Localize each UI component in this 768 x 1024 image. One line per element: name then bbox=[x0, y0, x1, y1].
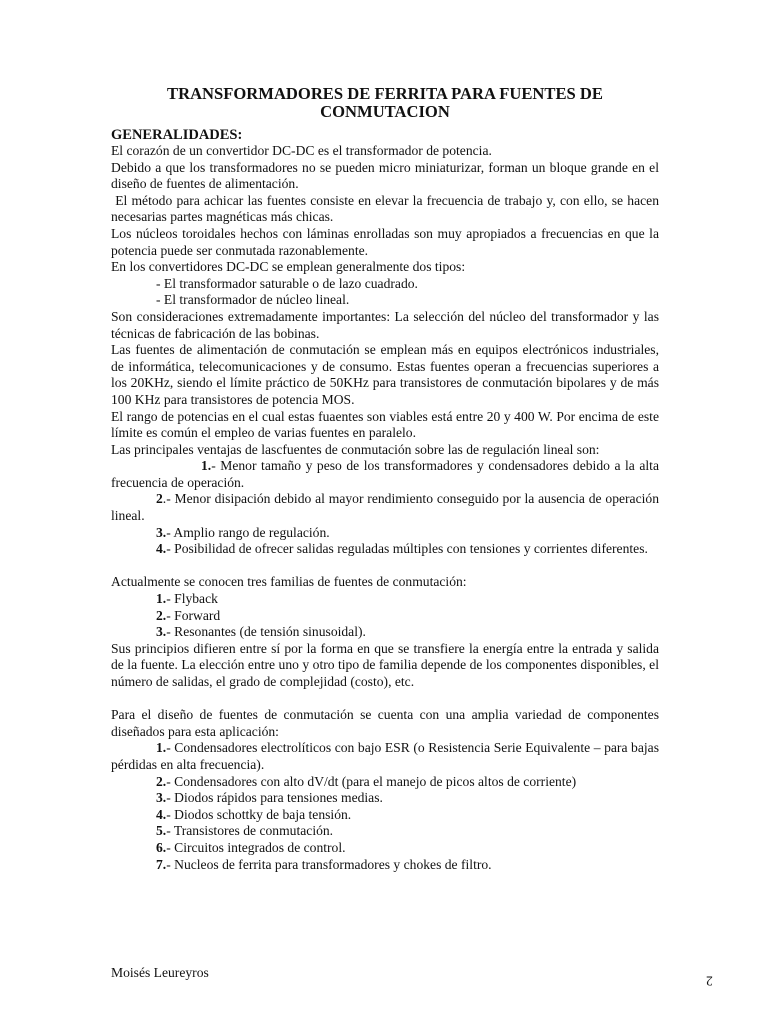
section-heading: GENERALIDADES: bbox=[111, 127, 243, 143]
list-number: 4. bbox=[156, 541, 167, 557]
list-item: - El transformador saturable o de lazo cuadrado. bbox=[156, 275, 418, 291]
paragraph: El método para achicar las fuentes consiste en elevar la frecuencia de trabajo y, con ello, se hacen necesarias partes magnéticas más chicas. bbox=[111, 192, 663, 225]
list-item: 1.- Menor tamaño y peso de los transformadores y condensadores debido a la alta frecuencia de operación. bbox=[111, 458, 659, 490]
paragraph: Actualmente se conocen tres familias de fuentes de conmutación: bbox=[111, 574, 467, 590]
paragraph: Debido a que los transformadores no se pueden micro miniaturizar, forman un bloque grande en el diseño de fuentes de alimentación. bbox=[111, 159, 659, 192]
list-item: 2.- Condensadores con alto dV/dt (para el manejo de picos altos de corriente) bbox=[156, 773, 577, 789]
list-number: 7. bbox=[156, 856, 167, 872]
paragraph: Las principales ventajas de lascfuentes de conmutación sobre las de regulación lineal son: bbox=[111, 441, 600, 457]
list-number: 1. bbox=[156, 591, 167, 607]
paragraph: El corazón de un convertidor DC-DC es el transformador de potencia. bbox=[111, 143, 492, 158]
paragraph: Para el diseño de fuentes de conmutación se cuenta con una amplia variedad de componentes diseñados para esta aplicación: bbox=[111, 707, 659, 739]
list-number: 2 bbox=[156, 491, 163, 507]
list-item: 2.- Forward bbox=[156, 607, 221, 623]
list-item: 3.- Amplio rango de regulación. bbox=[156, 524, 330, 540]
list-item: 4.- Posibilidad de ofrecer salidas reguladas múltiples con tensiones y corrientes diferentes. bbox=[156, 541, 648, 557]
paragraph: En los convertidores DC-DC se emplean generalmente dos tipos: bbox=[111, 259, 466, 275]
list-number: 3. bbox=[156, 524, 167, 540]
paragraph: Las fuentes de alimentación de conmutación se emplean más en equipos electrónicos industriales, de informática, telecomunicaciones y de consumo. Estas fuentes operan a frecuencias superiores a los 20KHz, siendo el límite práctico de 50KHz para transistores de conmutación bipolares y de más 100 KHz para transistores de potencia MOS. bbox=[111, 342, 659, 407]
list-number: 3. bbox=[156, 624, 167, 640]
list-item: - El transformador de núcleo lineal. bbox=[156, 292, 350, 308]
list-number: 5. bbox=[156, 823, 167, 839]
document-title: TRANSFORMADORES DE FERRITA PARA FUENTES DE CONMUTACION bbox=[167, 84, 603, 121]
page-number: 2 bbox=[706, 973, 713, 989]
list-item: 3.- Diodos rápidos para tensiones medias. bbox=[156, 790, 383, 806]
paragraph: Son consideraciones extremadamente importantes: La selección del núcleo del transformador y las técnicas de fabricación de las bobinas. bbox=[111, 308, 659, 341]
list-number: 2. bbox=[156, 607, 167, 623]
paragraph: El rango de potencias en el cual estas fuaentes son viables está entre 20 y 400 W. Por encima de este límite es común el empleo de varias fuentes en paralelo. bbox=[111, 408, 659, 441]
list-item: 4.- Diodos schottky de baja tensión. bbox=[156, 806, 352, 822]
list-item: 2.- Menor disipación debido al mayor rendimiento conseguido por la ausencia de operación lineal. bbox=[111, 491, 659, 524]
paragraph: Los núcleos toroidales hechos con láminas enrolladas son muy apropiados a frecuencias en que la potencia puede ser conmutada razonablemente. bbox=[111, 225, 659, 258]
list-item: 7.- Nucleos de ferrita para transformadores y chokes de filtro. bbox=[156, 856, 492, 872]
footer-author: Moisés Leureyros bbox=[111, 965, 209, 980]
list-item: 3.- Resonantes (de tensión sinusoidal). bbox=[156, 624, 366, 640]
list-item: 5.- Transistores de conmutación. bbox=[156, 823, 334, 839]
list-number: 4. bbox=[156, 806, 167, 822]
spacer bbox=[111, 691, 659, 708]
list-item: 6.- Circuitos integrados de control. bbox=[156, 839, 346, 855]
list-number: 2. bbox=[156, 773, 167, 789]
list-item: 1.- Flyback bbox=[156, 591, 218, 607]
list-number: 1. bbox=[201, 458, 212, 474]
paragraph: Sus principios difieren entre sí por la forma en que se transfiere la energía entre la entrada y salida de la fuente. La elección entre uno y otro tipo de familia depende de los componentes disponibles, el número de salidas, el grado de complejidad (costo), etc. bbox=[111, 640, 659, 689]
list-number: 1. bbox=[156, 740, 167, 756]
list-item: 1.- Condensadores electrolíticos con bajo ESR (o Resistencia Serie Equivalente – para bajas pérdidas en alta frecuencia). bbox=[111, 740, 659, 772]
document-page bbox=[111, 84, 663, 873]
list-number: 3. bbox=[156, 790, 167, 806]
list-number: 6. bbox=[156, 839, 167, 855]
spacer bbox=[111, 558, 659, 575]
